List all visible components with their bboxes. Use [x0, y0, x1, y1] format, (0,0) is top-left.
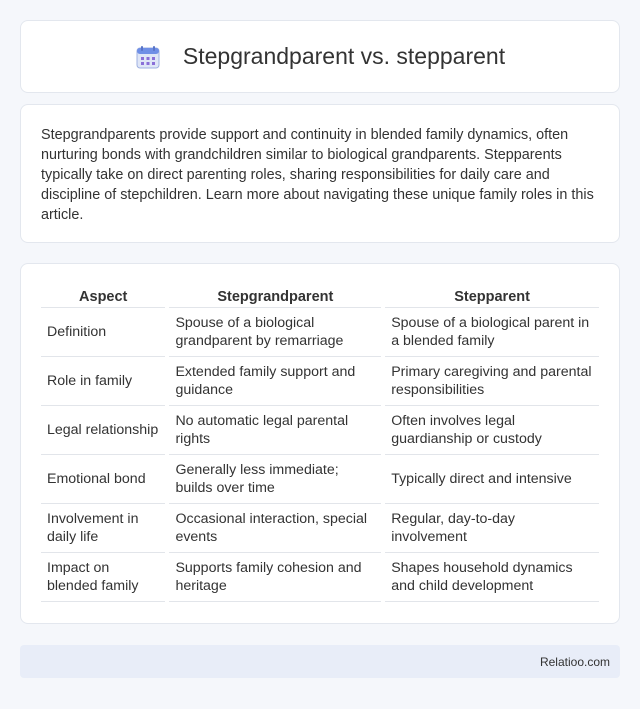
- table-cell: Generally less immediate; builds over time: [169, 455, 381, 504]
- title-card: [20, 20, 620, 93]
- table-cell: No automatic legal parental rights: [169, 406, 381, 455]
- table-cell: Extended family support and guidance: [169, 357, 381, 406]
- column-header: Aspect: [41, 284, 165, 308]
- table-cell: Primary caregiving and parental responsibilities: [385, 357, 599, 406]
- comparison-table: [37, 284, 603, 602]
- footer: [20, 645, 620, 678]
- footer-brand-link[interactable]: Relatioo.com: [539, 654, 610, 669]
- table-cell-aspect: Role in family: [41, 357, 165, 406]
- table-cell: Spouse of a biological parent in a blended family: [385, 308, 599, 357]
- table-cell: Regular, day-to-day involvement: [385, 504, 599, 553]
- table-row: [41, 455, 599, 504]
- intro-paragraph: Stepgrandparents provide support and continuity in blended family dynamics, often nurturing bonds with grandchildren similar to biological grandparents. Stepparents typically take on direct parenting roles, sharing responsibilities for daily care and discipline of stepchildren. Learn more about navigating these unique family roles in this article.: [41, 127, 594, 223]
- table-row: [41, 553, 599, 602]
- table-cell-aspect: Involvement in daily life: [41, 504, 165, 553]
- intro-card: [20, 104, 620, 243]
- table-cell: Often involves legal guardianship or custody: [385, 406, 599, 455]
- table-cell-aspect: Impact on blended family: [41, 553, 165, 602]
- calendar-icon: [135, 44, 161, 70]
- column-header: Stepgrandparent: [169, 284, 381, 308]
- table-header-row: [41, 284, 599, 308]
- table-row: [41, 308, 599, 357]
- column-header: Stepparent: [385, 284, 599, 308]
- page-title: Stepgrandparent vs. stepparent: [182, 43, 506, 69]
- table-cell-aspect: Legal relationship: [41, 406, 165, 455]
- table-cell-aspect: Definition: [41, 308, 165, 357]
- table-cell: Spouse of a biological grandparent by remarriage: [169, 308, 381, 357]
- table-cell: Typically direct and intensive: [385, 455, 599, 504]
- table-row: [41, 504, 599, 553]
- table-row: [41, 406, 599, 455]
- table-row: [41, 357, 599, 406]
- comparison-card: [20, 263, 620, 624]
- table-cell: Shapes household dynamics and child development: [385, 553, 599, 602]
- table-cell-aspect: Emotional bond: [41, 455, 165, 504]
- table-cell: Supports family cohesion and heritage: [169, 553, 381, 602]
- table-cell: Occasional interaction, special events: [169, 504, 381, 553]
